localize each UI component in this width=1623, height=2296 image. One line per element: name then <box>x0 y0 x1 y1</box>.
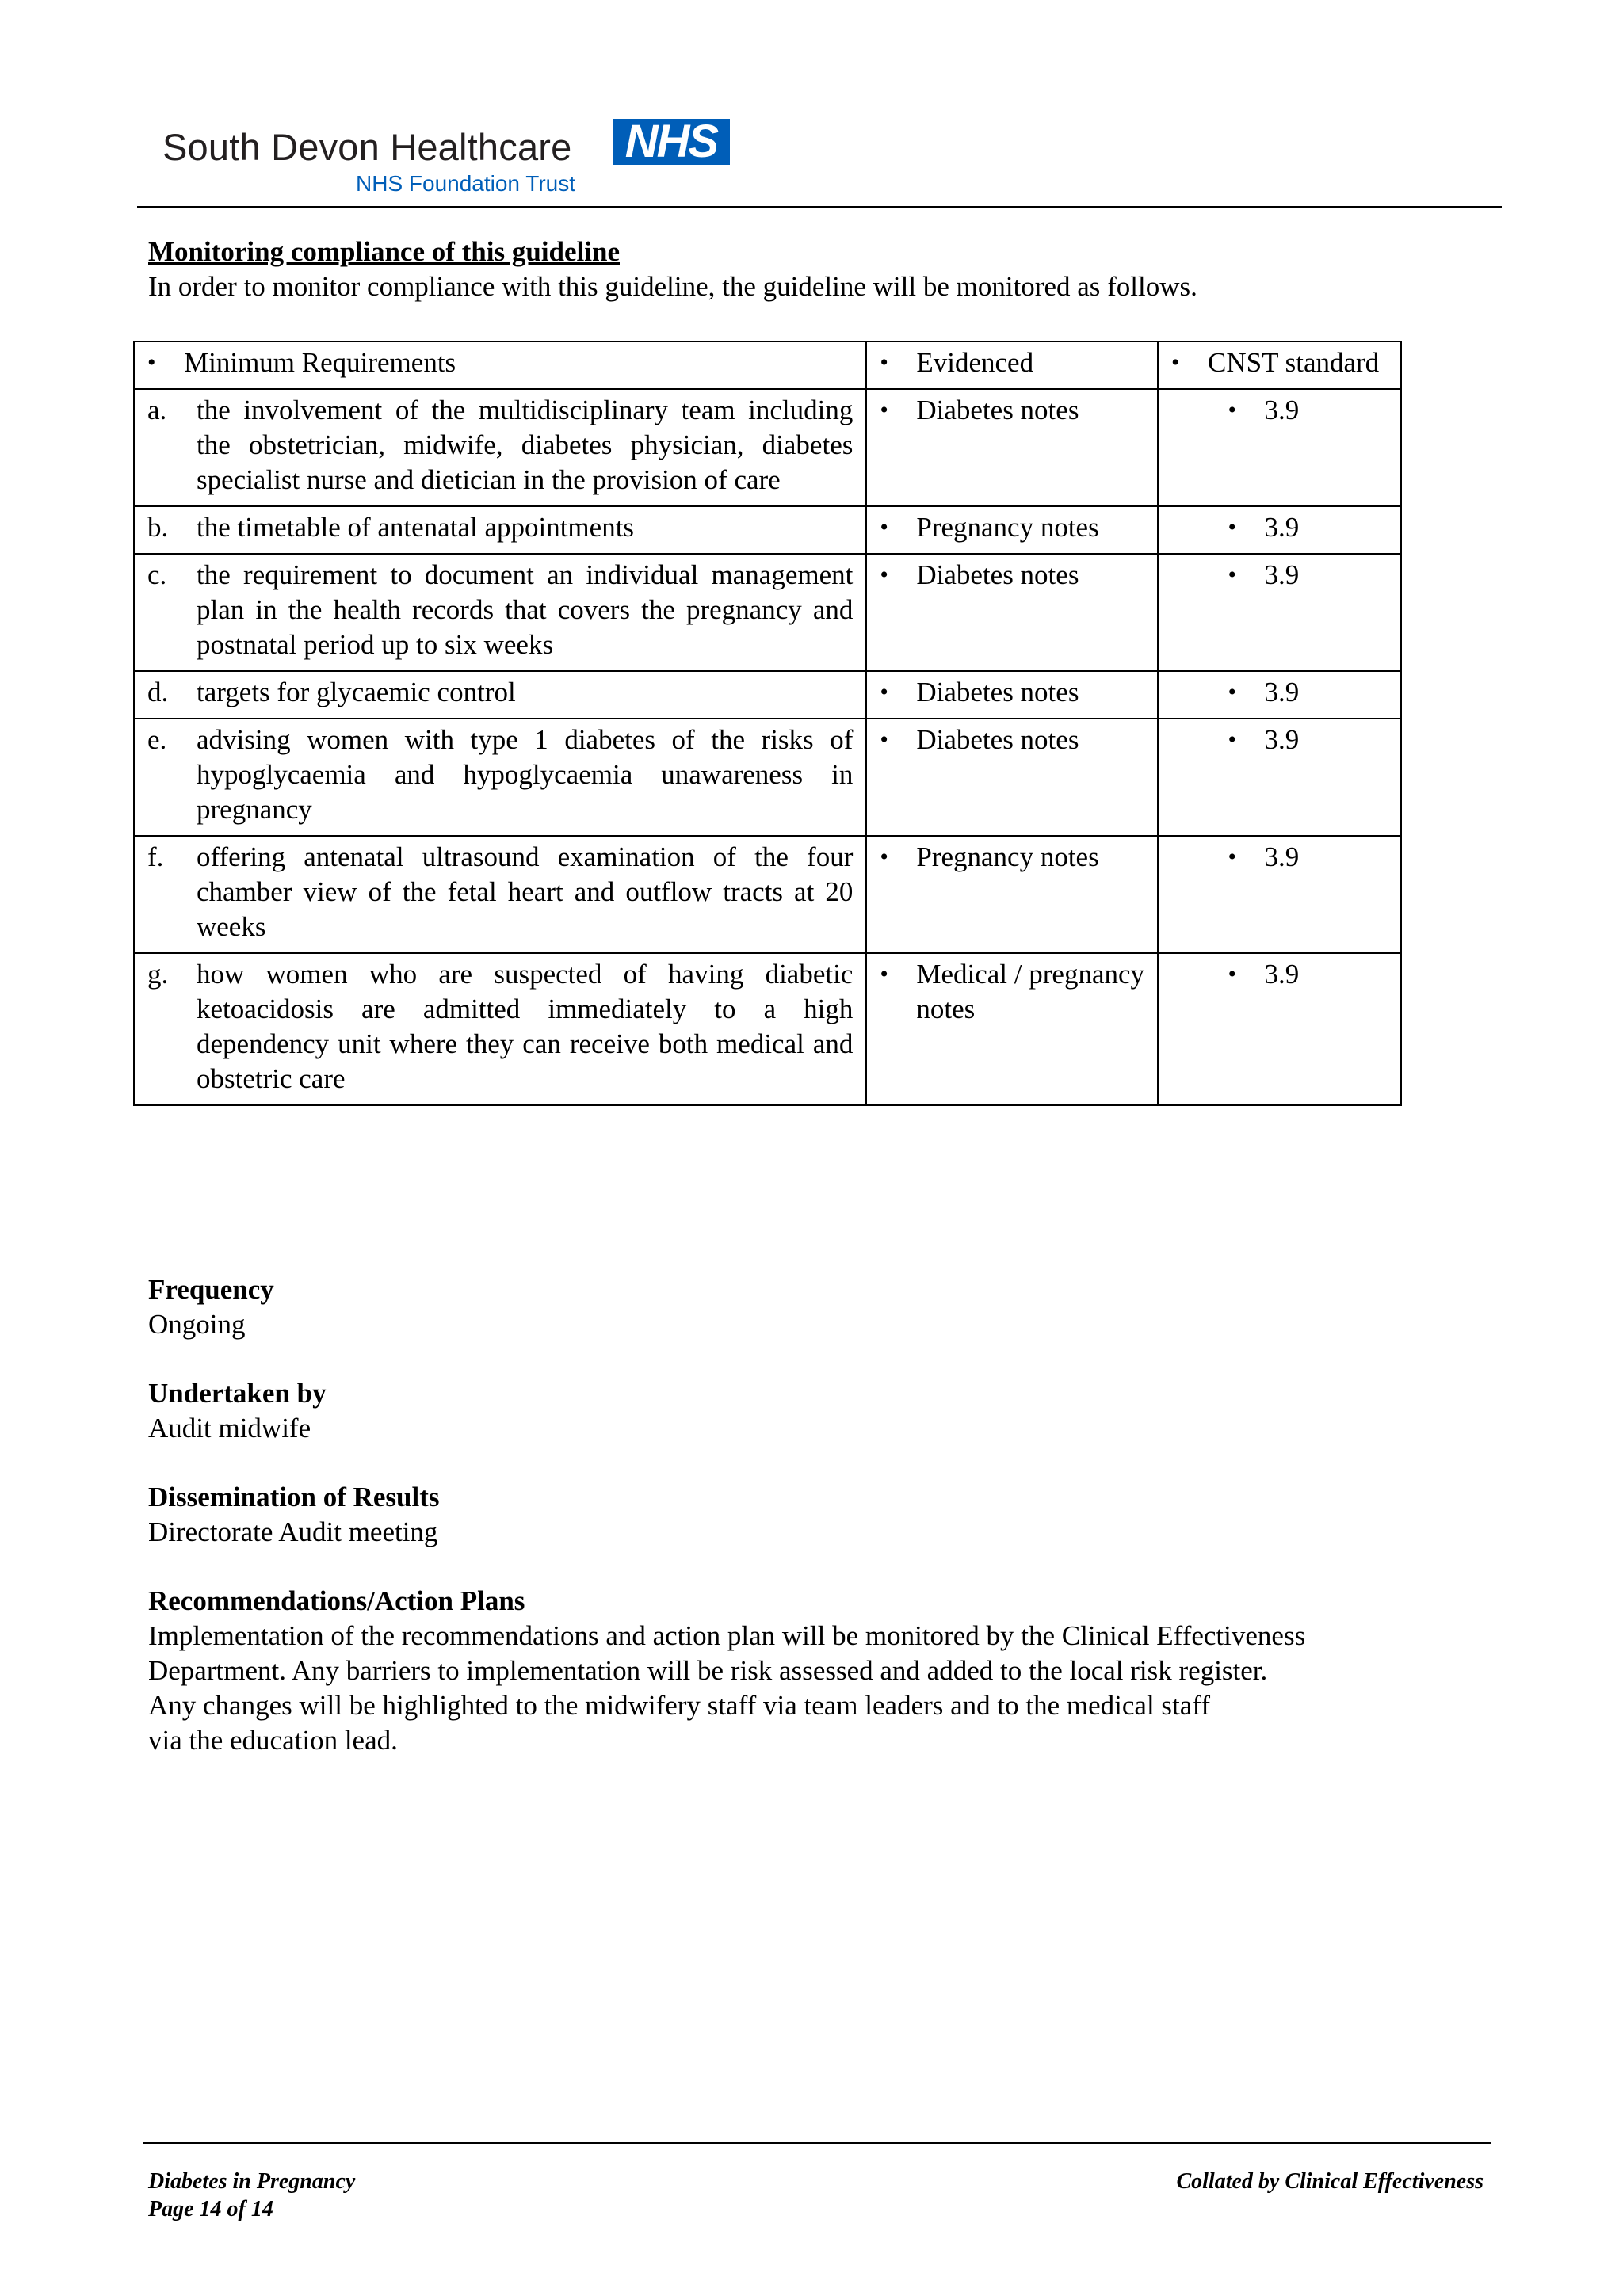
evidenced-text: Diabetes notes <box>916 724 1079 755</box>
standard-text: 3.9 <box>1264 559 1300 590</box>
standard-cell <box>1158 671 1401 719</box>
requirement-cell <box>134 671 866 719</box>
header-cell-standard <box>1158 341 1401 389</box>
frequency-block <box>148 1272 1495 1342</box>
standard-cell <box>1158 953 1401 1105</box>
bullet-icon: • <box>1171 349 1180 376</box>
logo-trust-name: NHS Foundation Trust <box>356 171 576 196</box>
requirement-letter: b. <box>147 512 169 543</box>
requirement-text: how women who are suspected of having diabetic ketoacidosis are admitted immediately to a high dependency unit where they can receive both medical and obstetric care <box>197 959 854 1094</box>
requirement-letter: a. <box>147 395 167 425</box>
evidenced-text: Diabetes notes <box>916 677 1079 707</box>
bullet-icon: • <box>880 562 888 588</box>
standard-text: 3.9 <box>1264 395 1300 425</box>
evidenced-cell <box>866 671 1158 719</box>
requirement-letter: g. <box>147 959 169 990</box>
table-row <box>134 953 1401 1105</box>
bullet-icon: • <box>147 349 156 376</box>
requirement-letter: f. <box>147 841 164 872</box>
standard-cell <box>1158 836 1401 953</box>
requirement-cell <box>134 506 866 554</box>
requirement-text: the involvement of the multidisciplinary team including the obstetrician, midwife, diabetes physician, diabetes specialist nurse and dietician in the provision of care <box>197 395 854 495</box>
requirement-text: advising women with type 1 diabetes of the risks of hypoglycaemia and hypoglycaemia unawareness in pregnancy <box>197 724 854 825</box>
evidenced-text: Diabetes notes <box>916 559 1079 590</box>
requirement-text: the requirement to document an individual management plan in the health records that covers the pregnancy and postnatal period up to six weeks <box>197 559 854 660</box>
footer-page-number: Page 14 of 14 <box>148 2197 273 2222</box>
header-cell-evidenced <box>866 341 1158 389</box>
evidenced-cell <box>866 719 1158 836</box>
recommendations-heading: Recommendations/Action Plans <box>148 1585 525 1616</box>
footer-collated: Collated by Clinical Effectiveness <box>1176 2169 1484 2194</box>
info-section <box>148 1272 1495 1792</box>
recommendations-line: Department. Any barriers to implementation will be risk assessed and added to the local risk register. <box>148 1655 1268 1686</box>
table-row <box>134 671 1401 719</box>
requirement-cell <box>134 953 866 1105</box>
requirement-cell <box>134 389 866 506</box>
dissemination-heading: Dissemination of Results <box>148 1482 440 1512</box>
undertaken-block <box>148 1376 1495 1446</box>
footer-doc-title: Diabetes in Pregnancy <box>148 2169 356 2194</box>
bullet-icon: • <box>880 844 888 870</box>
header-requirements: Minimum Requirements <box>184 347 456 378</box>
table-row <box>134 554 1401 671</box>
footer-divider <box>143 2142 1491 2144</box>
recommendations-block <box>148 1584 1495 1758</box>
table-row <box>134 389 1401 506</box>
section-heading: Monitoring compliance of this guideline <box>148 236 620 267</box>
standard-text: 3.9 <box>1264 512 1300 543</box>
header-cell-requirements <box>134 341 866 389</box>
bullet-icon: • <box>1228 727 1237 753</box>
bullet-icon: • <box>880 349 888 376</box>
header-divider <box>137 206 1502 208</box>
requirement-letter: c. <box>147 559 167 590</box>
evidenced-cell <box>866 506 1158 554</box>
bullet-icon: • <box>880 397 888 423</box>
trust-logo <box>162 116 733 198</box>
bullet-icon: • <box>1228 844 1237 870</box>
evidenced-cell <box>866 953 1158 1105</box>
standard-text: 3.9 <box>1264 724 1300 755</box>
nhs-logo-icon: NHS <box>613 119 730 165</box>
evidenced-cell <box>866 389 1158 506</box>
recommendations-line: via the education lead. <box>148 1725 398 1756</box>
monitoring-table <box>133 341 1402 1106</box>
bullet-icon: • <box>880 727 888 753</box>
dissemination-block <box>148 1480 1495 1550</box>
bullet-icon: • <box>880 514 888 540</box>
standard-cell <box>1158 719 1401 836</box>
dissemination-value: Directorate Audit meeting <box>148 1516 438 1547</box>
table-row <box>134 836 1401 953</box>
header-evidenced: Evidenced <box>916 347 1034 378</box>
evidenced-text: Pregnancy notes <box>916 841 1099 872</box>
standard-cell <box>1158 554 1401 671</box>
bullet-icon: • <box>1228 397 1237 423</box>
table-row <box>134 719 1401 836</box>
undertaken-heading: Undertaken by <box>148 1378 327 1409</box>
footer-right <box>1176 2168 1484 2195</box>
standard-cell <box>1158 389 1401 506</box>
recommendations-line: Any changes will be highlighted to the midwifery staff via team leaders and to the medical staff <box>148 1690 1210 1721</box>
requirement-text: targets for glycaemic control <box>197 677 516 707</box>
evidenced-cell <box>866 554 1158 671</box>
frequency-heading: Frequency <box>148 1274 274 1305</box>
undertaken-value: Audit midwife <box>148 1413 311 1444</box>
footer-left <box>148 2168 355 2223</box>
requirement-letter: e. <box>147 724 167 755</box>
header-standard: CNST standard <box>1208 347 1380 378</box>
section-intro <box>148 235 1495 304</box>
bullet-icon: • <box>880 679 888 705</box>
requirement-cell <box>134 719 866 836</box>
standard-cell <box>1158 506 1401 554</box>
section-intro-text: In order to monitor compliance with this guideline, the guideline will be monitored as follows. <box>148 271 1197 302</box>
bullet-icon: • <box>1228 961 1237 987</box>
requirement-letter: d. <box>147 677 169 707</box>
requirement-cell <box>134 554 866 671</box>
standard-text: 3.9 <box>1264 677 1300 707</box>
requirement-text: offering antenatal ultrasound examination of the four chamber view of the fetal heart and outflow tracts at 20 weeks <box>197 841 854 942</box>
bullet-icon: • <box>1228 562 1237 588</box>
table-row <box>134 506 1401 554</box>
table-header-row <box>134 341 1401 389</box>
evidenced-text: Medical / pregnancy notes <box>916 959 1145 1024</box>
evidenced-text: Diabetes notes <box>916 395 1079 425</box>
standard-text: 3.9 <box>1264 841 1300 872</box>
requirement-cell <box>134 836 866 953</box>
bullet-icon: • <box>1228 514 1237 540</box>
frequency-value: Ongoing <box>148 1309 246 1340</box>
evidenced-text: Pregnancy notes <box>916 512 1099 543</box>
requirement-text: the timetable of antenatal appointments <box>197 512 635 543</box>
recommendations-line: Implementation of the recommendations and action plan will be monitored by the Clinical Effectiveness <box>148 1620 1306 1651</box>
standard-text: 3.9 <box>1264 959 1300 990</box>
bullet-icon: • <box>1228 679 1237 705</box>
logo-org-name: South Devon Healthcare <box>162 126 572 168</box>
evidenced-cell <box>866 836 1158 953</box>
bullet-icon: • <box>880 961 888 987</box>
